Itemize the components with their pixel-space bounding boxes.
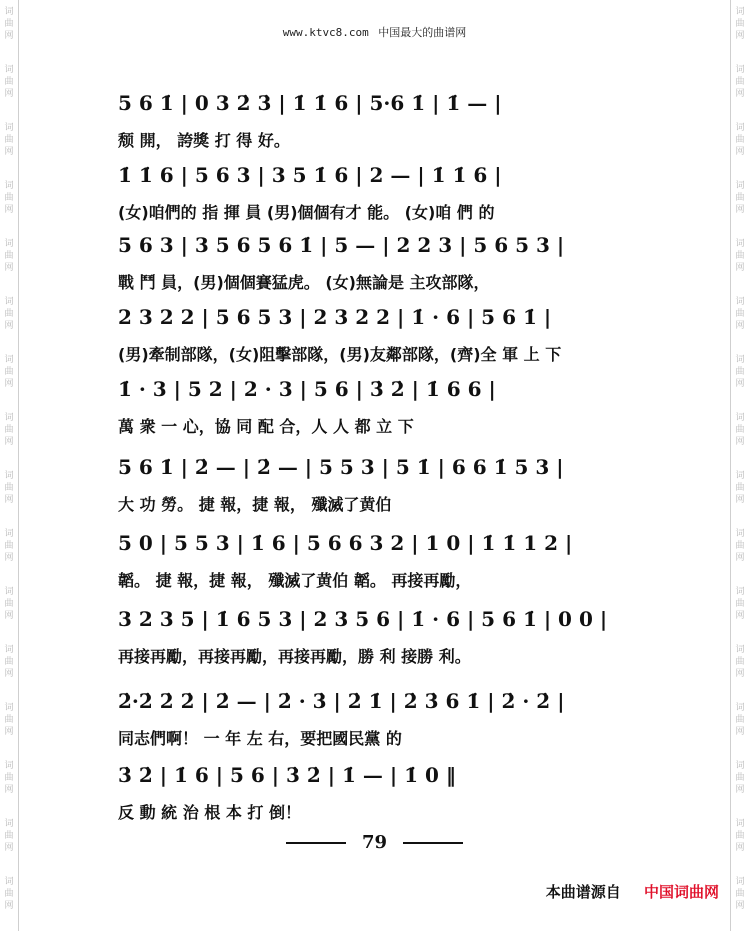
system-notes: 1̇ · 3 | 5 2 | 2 · 3 | 5 6 | 3̇ 2̇ | 1̇ 6 6 | xyxy=(118,377,496,401)
watermark-group xyxy=(4,348,13,406)
watermark-group xyxy=(735,232,744,290)
watermark-char: 曲 xyxy=(735,193,745,203)
watermark-group xyxy=(735,406,744,464)
system-notes: 2 3 2 2 | 5 6 5 3 | 2 3 2 2 | 1̇ · 6 | 5 6 1̇ | xyxy=(118,305,552,329)
watermark-char: 词 xyxy=(4,645,14,655)
source-credit xyxy=(546,881,719,902)
page-number-dash-right xyxy=(403,842,463,844)
watermark-char: 曲 xyxy=(4,657,14,667)
watermark-group xyxy=(735,174,744,232)
watermark-char: 网 xyxy=(735,31,745,41)
watermark-char: 曲 xyxy=(4,715,14,725)
system-notes: 2̇·2̇ 2̇ 2̇ | 2̇ — | 2̇ · 3̇ | 2̇ 1̇ | 2̇ 3̇ 6 1̇ | 2̇ · 2̇ | xyxy=(118,689,565,713)
watermark-group xyxy=(4,232,13,290)
watermark-char: 词 xyxy=(4,7,14,17)
watermark-group xyxy=(4,754,13,812)
left-border-line xyxy=(18,0,19,931)
watermark-char: 网 xyxy=(735,727,745,737)
header-url[interactable]: www.ktvc8.com xyxy=(282,26,369,39)
watermark-group xyxy=(4,580,13,638)
watermark-char: 曲 xyxy=(4,831,14,841)
watermark-char: 网 xyxy=(4,89,14,99)
watermark-char: 曲 xyxy=(735,773,745,783)
page-number-dash-left xyxy=(286,842,346,844)
watermark-group xyxy=(4,116,13,174)
watermark-char: 曲 xyxy=(735,77,745,87)
watermark-char: 网 xyxy=(735,147,745,157)
watermark-char: 词 xyxy=(735,123,745,133)
system-notes: 5 0 | 5 5 3 | 1̇ 6 | 5 6 6 3 2 | 1 0 | 1̇ 1̇ 1 2 | xyxy=(118,531,573,555)
watermark-char: 网 xyxy=(735,611,745,621)
watermark-char: 曲 xyxy=(735,367,745,377)
watermark-group xyxy=(735,754,744,812)
system-lyrics: 萬 衆 一 心，協 同 配 合，人 人 都 立 下 xyxy=(118,417,414,436)
watermark-group xyxy=(735,116,744,174)
system-lyrics: 颓 開， 誇獎 打 得 好。 xyxy=(118,131,290,150)
page-number-text: 79 xyxy=(361,832,388,853)
watermark-char: 词 xyxy=(4,297,14,307)
page-number xyxy=(0,832,749,853)
watermark-char: 网 xyxy=(735,379,745,389)
watermark-char: 词 xyxy=(4,703,14,713)
watermark-char: 网 xyxy=(735,901,745,911)
right-border-line xyxy=(730,0,731,931)
system-lyrics: 戰 鬥 員，(男)個個賽猛虎。 (女)無論是 主攻部隊， xyxy=(118,273,490,292)
watermark-char: 曲 xyxy=(4,309,14,319)
watermark-char: 网 xyxy=(735,785,745,795)
system-notes: 3̇ 2̇ | 1̇ 6 | 5 6 | 3̇ 2̇ | 1̇ — | 1̇ 0 ‖ xyxy=(118,763,456,787)
source-prefix: 本曲谱源自 xyxy=(545,883,621,901)
watermark-char: 曲 xyxy=(735,251,745,261)
watermark-char: 词 xyxy=(4,471,14,481)
watermark-group xyxy=(735,870,744,928)
watermark-char: 曲 xyxy=(4,483,14,493)
watermark-char: 网 xyxy=(735,843,745,853)
watermark-char: 曲 xyxy=(4,889,14,899)
watermark-char: 曲 xyxy=(735,889,745,899)
watermark-char: 网 xyxy=(4,901,14,911)
watermark-char: 曲 xyxy=(4,541,14,551)
watermark-char: 网 xyxy=(4,553,14,563)
watermark-group xyxy=(4,870,13,928)
source-site-link[interactable]: 中国词曲网 xyxy=(643,883,719,901)
watermark-char: 词 xyxy=(4,877,14,887)
watermark-char: 网 xyxy=(735,669,745,679)
watermark-char: 词 xyxy=(735,471,745,481)
watermark-char: 词 xyxy=(735,65,745,75)
watermark-char: 曲 xyxy=(735,599,745,609)
watermark-char: 网 xyxy=(4,495,14,505)
watermark-char: 网 xyxy=(4,437,14,447)
watermark-group xyxy=(4,464,13,522)
watermark-char: 网 xyxy=(4,611,14,621)
watermark-char: 网 xyxy=(4,147,14,157)
watermark-char: 词 xyxy=(735,587,745,597)
watermark-char: 网 xyxy=(4,321,14,331)
watermark-char: 曲 xyxy=(735,715,745,725)
watermark-char: 网 xyxy=(4,785,14,795)
watermark-char: 曲 xyxy=(735,831,745,841)
watermark-char: 词 xyxy=(4,181,14,191)
watermark-char: 曲 xyxy=(4,135,14,145)
watermark-char: 曲 xyxy=(735,425,745,435)
watermark-group xyxy=(735,58,744,116)
page-header xyxy=(0,24,749,40)
watermark-char: 网 xyxy=(4,263,14,273)
watermark-char: 词 xyxy=(735,529,745,539)
left-watermark-column xyxy=(1,0,17,931)
watermark-char: 网 xyxy=(735,495,745,505)
watermark-char: 词 xyxy=(4,239,14,249)
watermark-group xyxy=(4,58,13,116)
watermark-group xyxy=(4,174,13,232)
watermark-char: 网 xyxy=(4,205,14,215)
watermark-char: 网 xyxy=(735,321,745,331)
watermark-char: 网 xyxy=(735,437,745,447)
system-lyrics: 大 功 勞。 捷 報，捷 報， 殲滅了黄伯 xyxy=(118,495,392,514)
watermark-group xyxy=(4,638,13,696)
watermark-char: 曲 xyxy=(735,541,745,551)
watermark-group xyxy=(4,696,13,754)
watermark-char: 网 xyxy=(4,379,14,389)
watermark-char: 词 xyxy=(735,645,745,655)
watermark-char: 网 xyxy=(735,263,745,273)
watermark-group xyxy=(735,580,744,638)
watermark-char: 词 xyxy=(4,529,14,539)
watermark-char: 词 xyxy=(735,239,745,249)
watermark-char: 曲 xyxy=(4,367,14,377)
watermark-group xyxy=(735,348,744,406)
watermark-char: 网 xyxy=(4,31,14,41)
watermark-char: 词 xyxy=(735,355,745,365)
watermark-char: 词 xyxy=(735,297,745,307)
watermark-char: 曲 xyxy=(4,193,14,203)
watermark-group xyxy=(4,290,13,348)
system-lyrics: (男)牽制部隊，(女)阻擊部隊，(男)友鄰部隊，(齊)全 軍 上 下 xyxy=(118,345,562,364)
watermark-char: 词 xyxy=(4,587,14,597)
watermark-group xyxy=(735,290,744,348)
watermark-group xyxy=(4,522,13,580)
system-lyrics: (女)咱們的 指 揮 員 (男)個個有才 能。 (女)咱 們 的 xyxy=(118,203,495,222)
watermark-char: 曲 xyxy=(735,657,745,667)
watermark-char: 词 xyxy=(4,761,14,771)
watermark-char: 网 xyxy=(4,843,14,853)
watermark-char: 网 xyxy=(735,89,745,99)
system-notes: 5 6 1̇ | 0 3 2̇ 3̇ | 1̇ 1̇ 6 | 5·6 1̇ | 1̇ — | xyxy=(118,91,502,115)
watermark-char: 曲 xyxy=(4,77,14,87)
watermark-char: 曲 xyxy=(4,599,14,609)
watermark-char: 词 xyxy=(735,413,745,423)
watermark-char: 词 xyxy=(4,65,14,75)
watermark-char: 词 xyxy=(4,819,14,829)
watermark-group xyxy=(735,522,744,580)
watermark-char: 词 xyxy=(4,355,14,365)
watermark-char: 曲 xyxy=(735,135,745,145)
watermark-char: 词 xyxy=(4,123,14,133)
watermark-char: 词 xyxy=(735,819,745,829)
watermark-char: 曲 xyxy=(735,19,745,29)
watermark-group xyxy=(735,696,744,754)
header-site-name: 中国最大的曲谱网 xyxy=(378,26,467,39)
watermark-char: 网 xyxy=(735,553,745,563)
watermark-char: 词 xyxy=(735,181,745,191)
watermark-char: 网 xyxy=(735,205,745,215)
watermark-char: 曲 xyxy=(4,251,14,261)
watermark-char: 曲 xyxy=(735,309,745,319)
system-notes: 1̇ 1̇ 6 | 5 6 3 | 3 5 1̇ 6 | 2 — | 1̇ 1̇ 6 | xyxy=(118,163,502,187)
system-lyrics: 同志們啊！ 一 年 左 右，要把國民黨 的 xyxy=(118,729,402,748)
watermark-char: 词 xyxy=(4,413,14,423)
watermark-group xyxy=(735,464,744,522)
watermark-char: 曲 xyxy=(4,19,14,29)
watermark-char: 曲 xyxy=(4,773,14,783)
watermark-group xyxy=(4,406,13,464)
watermark-char: 曲 xyxy=(4,425,14,435)
system-notes: 3 2 3 5 | 1̇ 6 5 3 | 2 3 5 6 | 1̇ · 6 | 5 6 1̇ | 0 0 | xyxy=(118,607,608,631)
right-watermark-column xyxy=(732,0,748,931)
watermark-char: 词 xyxy=(735,877,745,887)
watermark-char: 词 xyxy=(735,761,745,771)
system-lyrics: 韜。 捷 報，捷 報， 殲滅了黄伯 韜。 再接再勵， xyxy=(118,571,472,590)
watermark-char: 词 xyxy=(735,7,745,17)
system-notes: 5 6 3 | 3 5 6 5 6 1̇ | 5 — | 2 2 3 | 5 6 5 3 | xyxy=(118,233,565,257)
watermark-char: 网 xyxy=(4,669,14,679)
system-lyrics: 反 動 統 治 根 本 打 倒！ xyxy=(118,803,301,822)
watermark-char: 曲 xyxy=(735,483,745,493)
system-lyrics: 再接再勵，再接再勵，再接再勵，勝 利 接勝 利。 xyxy=(118,647,471,666)
watermark-char: 网 xyxy=(4,727,14,737)
watermark-char: 词 xyxy=(735,703,745,713)
system-notes: 5 6 1̇ | 2̇ — | 2̇ — | 5 5 3 | 5 1̇ | 6 6 1̇ 5 3 | xyxy=(118,455,564,479)
watermark-group xyxy=(735,638,744,696)
